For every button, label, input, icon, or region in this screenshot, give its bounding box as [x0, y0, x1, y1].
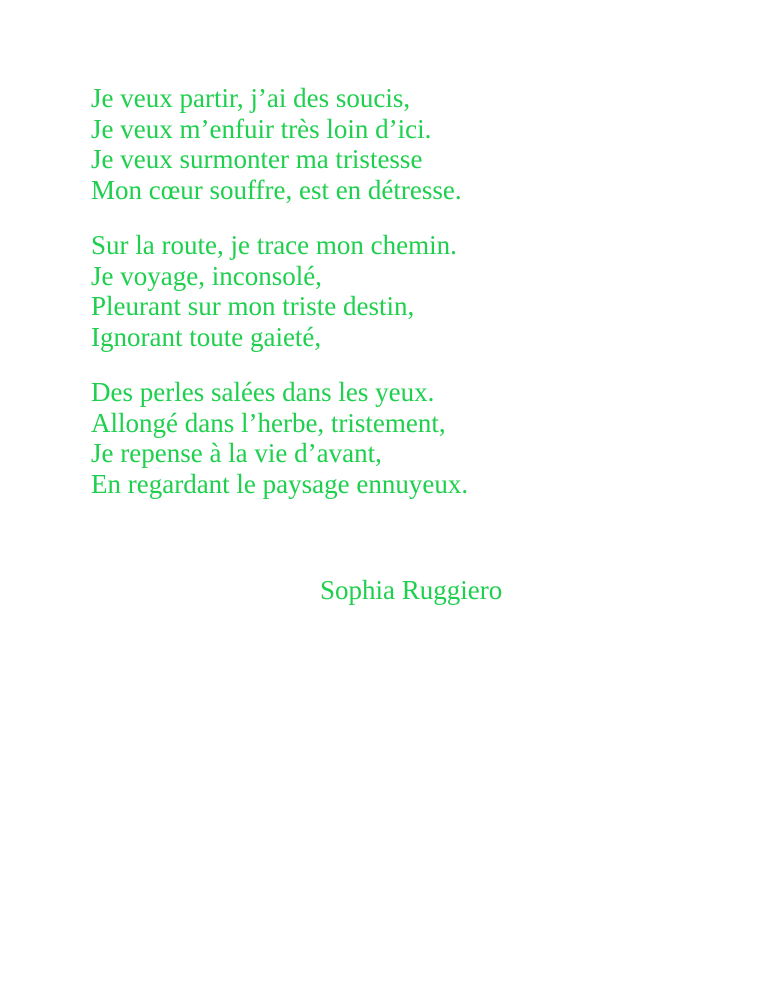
poem-line: En regardant le paysage ennuyeux. [91, 468, 469, 499]
poem-line: Mon cœur souffre, est en détresse. [91, 174, 462, 205]
poem-line: Des perles salées dans les yeux. [91, 377, 435, 407]
stanza-1 [91, 83, 731, 205]
poem-line: Je veux surmonter ma tristesse [91, 144, 423, 174]
poem-line: Je veux partir, j’ai des soucis, [91, 83, 411, 113]
poem [91, 83, 731, 524]
poem-line: Je voyage, inconsolé, [91, 260, 322, 291]
poem-line: Ignorant toute gaieté, [91, 321, 322, 352]
poem-line: Je veux m’enfuir très loin d’ici. [91, 113, 432, 144]
stanza-3 [91, 377, 731, 499]
stanza-2 [91, 230, 731, 352]
poem-line: Je repense à la vie d’avant, [91, 438, 382, 468]
poem-line: Pleurant sur mon triste destin, [91, 291, 415, 321]
poem-line: Allongé dans l’herbe, tristement, [91, 407, 446, 438]
author-signature: Sophia Ruggiero [320, 575, 503, 605]
poem-line: Sur la route, je trace mon chemin. [91, 230, 457, 260]
